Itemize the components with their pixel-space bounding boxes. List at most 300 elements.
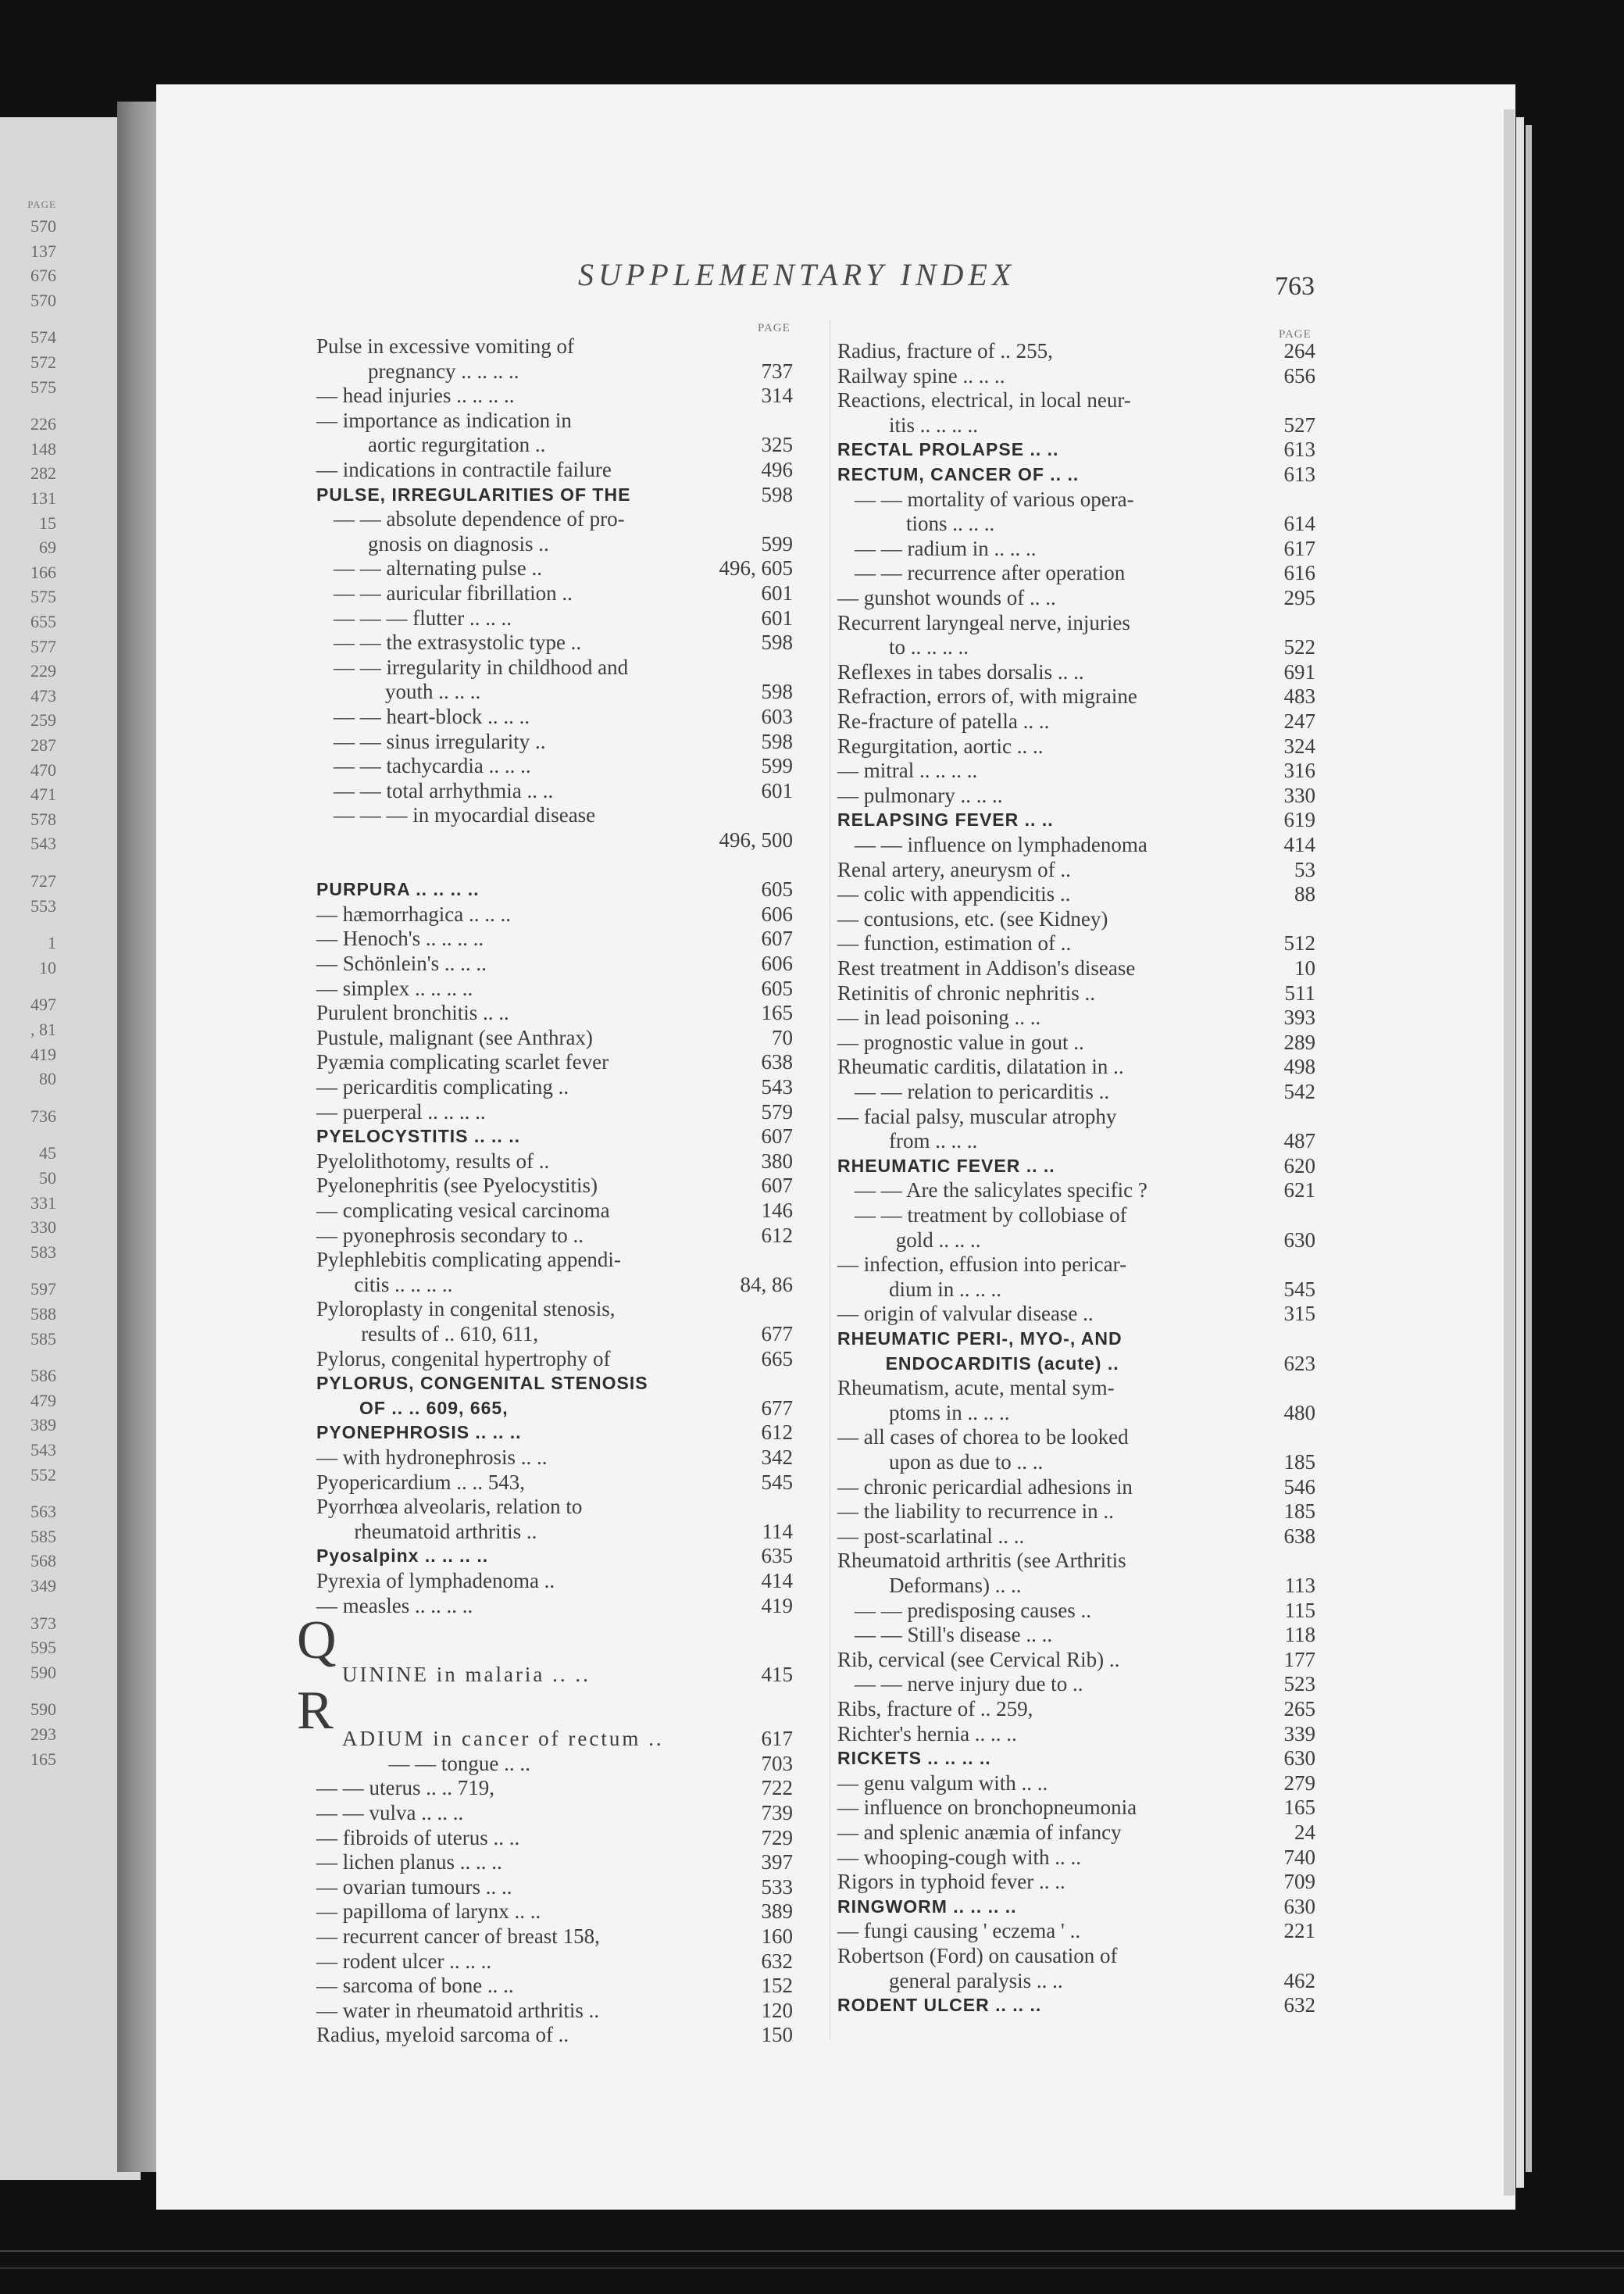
entry-page-ref: 498: [1283, 1055, 1315, 1079]
previous-page-numbers: [0, 198, 56, 1769]
entry-text: PYONEPHROSIS .. .. ..: [316, 1422, 522, 1443]
entry-text: — — uterus .. .. 719,: [316, 1776, 494, 1800]
entry-text: — pericarditis complicating ..: [316, 1075, 569, 1099]
entry-page-ref: 342: [761, 1445, 793, 1469]
entry-page-ref: 113: [1284, 1574, 1315, 1597]
index-entry: [837, 388, 1315, 413]
index-entry: [837, 1277, 1315, 1302]
entry-text: Pyopericardium .. .. 543,: [316, 1470, 525, 1494]
index-entry: [837, 1746, 1315, 1771]
entry-text: ptoms in .. .. ..: [889, 1400, 1010, 1424]
entry-page-ref: 729: [761, 1825, 793, 1849]
index-entry: [837, 858, 1315, 883]
entry-page-ref: 152: [761, 1974, 793, 1998]
index-entry: [316, 334, 793, 359]
entry-page-ref: 632: [761, 1949, 793, 1973]
index-entry: [837, 463, 1315, 488]
previous-page-number: 349: [30, 1576, 56, 1595]
previous-page-number: 50: [39, 1168, 56, 1188]
index-entry: [837, 1475, 1315, 1500]
entry-text: — with hydronephrosis .. ..: [316, 1445, 548, 1469]
entry-page-ref: 619: [1283, 808, 1315, 832]
previous-page-number: 10: [39, 957, 56, 977]
previous-page-number: 727: [30, 871, 56, 891]
index-entry: [837, 1376, 1315, 1401]
right-column-header: PAGE: [1279, 328, 1312, 341]
entry-text: RHEUMATIC FEVER .. ..: [837, 1155, 1055, 1176]
previous-page-number: 373: [30, 1613, 56, 1633]
entry-page-ref: 632: [1283, 1993, 1315, 2017]
index-entry: [837, 1919, 1315, 1944]
entry-page-ref: 70: [772, 1025, 793, 1049]
index-entry: [837, 1895, 1315, 1920]
entry-page-ref: 620: [1283, 1153, 1315, 1177]
entry-text: — — — in myocardial disease: [334, 803, 596, 827]
index-entry: [837, 833, 1315, 858]
entry-page-ref: 414: [1283, 833, 1315, 856]
index-entry: [837, 1697, 1315, 1722]
previous-page-header: PAGE: [27, 198, 56, 210]
entry-text: RECTUM, CANCER OF .. ..: [837, 464, 1080, 484]
entry-text: Pyrexia of lymphadenoma ..: [316, 1569, 555, 1592]
entry-page-ref: 598: [761, 482, 793, 506]
page-number: 763: [1275, 272, 1315, 301]
entry-page-ref: 53: [1294, 857, 1315, 881]
entry-text: — prognostic value in gout ..: [837, 1030, 1084, 1054]
index-entry: [316, 359, 793, 384]
previous-page-number: 676: [30, 266, 56, 286]
entry-text: Pustule, malignant (see Anthrax): [316, 1025, 593, 1049]
index-entry: [316, 1850, 793, 1875]
index-entry: [316, 1445, 793, 1470]
entry-text: general paralysis .. ..: [889, 1968, 1063, 1992]
index-entry: [837, 364, 1315, 389]
entry-text: itis .. .. .. ..: [889, 413, 979, 437]
index-entry: [837, 1672, 1315, 1697]
entry-page-ref: 601: [761, 606, 793, 630]
index-entry: [837, 1327, 1315, 1352]
entry-page-ref: 612: [761, 1223, 793, 1247]
entry-text: — the liability to recurrence in ..: [837, 1499, 1114, 1524]
index-entry: [316, 754, 793, 779]
previous-page-number: 568: [30, 1551, 56, 1571]
entry-page-ref: 601: [761, 778, 793, 802]
entry-text: Refraction, errors of, with migraine: [837, 684, 1137, 709]
previous-page-number: 595: [30, 1638, 56, 1658]
index-entry: [837, 1055, 1315, 1080]
entry-page-ref: 543: [761, 1075, 793, 1099]
index-entry: [837, 1722, 1315, 1747]
entry-text: — — tachycardia .. .. ..: [334, 754, 531, 778]
index-entry: [316, 779, 793, 804]
index-entry: [837, 1821, 1315, 1846]
index-entry: [316, 1544, 793, 1569]
previous-page-number: 583: [30, 1242, 56, 1262]
entry-text: — — influence on lymphadenoma: [855, 833, 1148, 856]
previous-page-number: 575: [30, 587, 56, 607]
entry-page-ref: 511: [1284, 981, 1315, 1005]
entry-page-ref: 607: [761, 1124, 793, 1149]
entry-page-ref: 316: [1283, 759, 1315, 783]
entry-page-ref: 598: [761, 729, 793, 753]
previous-page-number: 471: [30, 784, 56, 805]
entry-page-ref: 546: [1283, 1474, 1315, 1499]
index-entry: [837, 512, 1315, 537]
entry-page-ref: 677: [761, 1322, 793, 1345]
index-entry: [316, 680, 793, 705]
index-entry: [837, 1401, 1315, 1426]
index-entry: [837, 611, 1315, 636]
entry-text: — mitral .. .. .. ..: [837, 759, 978, 783]
entry-page-ref: 542: [1283, 1080, 1315, 1103]
entry-text: RODENT ULCER .. .. ..: [837, 1995, 1042, 2016]
index-entry: [316, 1199, 793, 1224]
index-entry: [837, 413, 1315, 438]
index-entry: [837, 660, 1315, 685]
index-entry: [837, 1252, 1315, 1277]
entry-text: Pylorus, congenital hypertrophy of: [316, 1346, 611, 1370]
entry-text: Rheumatoid arthritis (see Arthritis: [837, 1549, 1126, 1573]
index-entry: [837, 1648, 1315, 1673]
previous-page-number: 293: [30, 1724, 56, 1744]
entry-page-ref: 289: [1283, 1030, 1315, 1054]
index-entry: [316, 1001, 793, 1026]
index-entry: [316, 2023, 793, 2048]
index-entry: [316, 1569, 793, 1594]
entry-page-ref: 414: [761, 1569, 793, 1592]
entry-text: — — absolute dependence of pro-: [334, 507, 625, 531]
entry-text: Radius, fracture of .. 255,: [837, 339, 1053, 363]
entry-page-ref: 635: [761, 1544, 793, 1568]
index-entry: [316, 1875, 793, 1900]
index-entry: [316, 730, 793, 755]
entry-page-ref: 295: [1283, 586, 1315, 609]
entry-text: — lichen planus .. .. ..: [316, 1850, 502, 1874]
entry-page-ref: 598: [761, 680, 793, 704]
entry-text: Pylephlebitis complicating appendi-: [316, 1248, 621, 1272]
entry-text: — sarcoma of bone .. ..: [316, 1974, 514, 1998]
entry-text: Pyelonephritis (see Pyelocystitis): [316, 1174, 598, 1198]
entry-page-ref: 10: [1294, 956, 1315, 980]
index-entry: [316, 631, 793, 656]
entry-page-ref: 691: [1283, 659, 1315, 684]
entry-text: Pyorrhœa alveolaris, relation to: [316, 1495, 583, 1519]
left-column-header: PAGE: [758, 322, 791, 334]
previous-page-number: 473: [30, 685, 56, 706]
entry-text: ENDOCARDITIS (acute) ..: [885, 1352, 1119, 1374]
index-entry: [316, 1100, 793, 1125]
entry-page-ref: 339: [1283, 1721, 1315, 1746]
page-edge: [1504, 109, 1515, 2196]
entry-text: — — Still's disease .. ..: [855, 1623, 1053, 1647]
previous-page-number: 419: [30, 1044, 56, 1064]
index-entry: [316, 1149, 793, 1174]
previous-page-number: 585: [30, 1526, 56, 1546]
index-entry: [316, 409, 793, 434]
page-edge: [1526, 125, 1532, 2172]
entry-page-ref: 522: [1283, 635, 1315, 659]
index-entry: [316, 483, 793, 508]
index-entry: [837, 1499, 1315, 1524]
previous-page-number: 563: [30, 1502, 56, 1522]
previous-page-number: 131: [30, 488, 56, 508]
previous-page-number: 543: [30, 834, 56, 854]
index-entry: [316, 1420, 793, 1445]
previous-page-number: 166: [30, 562, 56, 582]
previous-page-number: 655: [30, 612, 56, 631]
index-entry: [837, 1574, 1315, 1599]
entry-text: — — nerve injury due to ..: [855, 1672, 1083, 1696]
entry-page-ref: 165: [1283, 1796, 1315, 1820]
index-entry: [837, 586, 1315, 611]
previous-page-number: 259: [30, 710, 56, 731]
previous-page-number: 137: [30, 241, 56, 261]
entry-page-ref: 315: [1283, 1302, 1315, 1326]
entry-page-ref: 739: [761, 1801, 793, 1825]
entry-text: — pulmonary .. .. ..: [837, 783, 1003, 807]
index-entry: [837, 1870, 1315, 1895]
entry-text: RELAPSING FEVER .. ..: [837, 809, 1054, 831]
entry-text: Recurrent laryngeal nerve, injuries: [837, 610, 1130, 634]
entry-page-ref: 523: [1283, 1672, 1315, 1696]
previous-page-number: 148: [30, 438, 56, 459]
index-entry: [316, 581, 793, 606]
entry-page-ref: 483: [1283, 684, 1315, 709]
index-entry: [316, 927, 793, 952]
index-entry: [316, 1050, 793, 1075]
previous-page-number: 543: [30, 1440, 56, 1460]
index-entry: [837, 537, 1315, 562]
entry-page-ref: 265: [1283, 1697, 1315, 1720]
entry-text: — ovarian tumours .. ..: [316, 1874, 512, 1899]
entry-text: PYELOCYSTITIS .. .. ..: [316, 1126, 520, 1147]
entry-page-ref: 330: [1283, 783, 1315, 807]
index-entry: [316, 1174, 793, 1199]
entry-text: — fibroids of uterus .. ..: [316, 1825, 520, 1849]
entry-page-ref: 614: [1283, 512, 1315, 536]
entry-page-ref: 533: [761, 1874, 793, 1899]
index-entry: [837, 438, 1315, 463]
entry-text: — Schönlein's .. .. ..: [316, 952, 487, 975]
index-entry: [316, 1297, 793, 1322]
entry-page-ref: 120: [761, 1998, 793, 2022]
index-entry: [837, 1623, 1315, 1648]
previous-page-number: 330: [30, 1217, 56, 1238]
entry-text: — importance as indication in: [316, 408, 572, 432]
entry-text: Ribs, fracture of .. 259,: [837, 1697, 1033, 1720]
index-entry: [316, 1949, 793, 1974]
entry-text: — — irregularity in childhood and: [334, 655, 629, 679]
entry-text: — — total arrhythmia .. ..: [334, 778, 554, 802]
entry-page-ref: 279: [1283, 1771, 1315, 1795]
entry-page-ref: 677: [761, 1395, 793, 1420]
entry-page-ref: 389: [761, 1899, 793, 1924]
entry-page-ref: 623: [1283, 1351, 1315, 1375]
scan-artifact: [0, 2267, 1624, 2269]
index-entry: [316, 1924, 793, 1949]
index-entry: [316, 803, 793, 828]
entry-page-ref: 613: [1283, 438, 1315, 462]
entry-text: rheumatoid arthritis ..: [354, 1519, 537, 1543]
entry-text: — Henoch's .. .. .. ..: [316, 927, 484, 951]
index-entry: [837, 1944, 1315, 1969]
entry-page-ref: 88: [1294, 882, 1315, 906]
previous-page-number: 69: [39, 538, 56, 558]
entry-text: — papilloma of larynx .. ..: [316, 1899, 541, 1924]
index-entry: [316, 1776, 793, 1801]
entry-page-ref: 605: [761, 976, 793, 1000]
entry-page-ref: 325: [761, 433, 793, 457]
entry-page-ref: 617: [761, 1727, 793, 1751]
previous-page-number: 15: [39, 513, 56, 533]
index-entry: [837, 1031, 1315, 1056]
previous-page-number: 590: [30, 1699, 56, 1720]
previous-page-number: , 81: [30, 1020, 56, 1039]
previous-page-number: 570: [30, 290, 56, 310]
entry-text: OF .. .. 609, 665,: [359, 1397, 509, 1418]
entry-page-ref: 185: [1283, 1450, 1315, 1474]
entry-text: — — the extrasystolic type ..: [334, 631, 582, 655]
entry-text: — function, estimation of ..: [837, 931, 1072, 956]
previous-page-number: 229: [30, 661, 56, 681]
entry-text: — fungi causing ' eczema ' ..: [837, 1919, 1081, 1943]
entry-text: Rheumatic carditis, dilatation in ..: [837, 1055, 1124, 1079]
entry-page-ref: 638: [1283, 1524, 1315, 1548]
previous-page-number: 597: [30, 1279, 56, 1299]
previous-page-number: 45: [39, 1143, 56, 1163]
entry-page-ref: 160: [761, 1924, 793, 1949]
entry-text: pregnancy .. .. .. ..: [368, 359, 519, 383]
entry-text: — — vulva .. .. ..: [316, 1801, 464, 1825]
index-entry: [837, 784, 1315, 809]
previous-page-number: 479: [30, 1390, 56, 1410]
entry-text: — — treatment by collobiase of: [855, 1203, 1127, 1227]
entry-page-ref: 709: [1283, 1870, 1315, 1894]
entry-page-ref: 185: [1283, 1499, 1315, 1524]
entry-text: — — Are the salicylates specific ?: [855, 1178, 1148, 1202]
entry-page-ref: 601: [761, 581, 793, 605]
entry-text: — gunshot wounds of .. ..: [837, 586, 1056, 609]
index-entry: [837, 1105, 1315, 1130]
previous-page-number: 570: [30, 216, 56, 236]
index-entry: [316, 1075, 793, 1100]
index-entry: [837, 882, 1315, 907]
entry-text: RICKETS .. .. .. ..: [837, 1748, 991, 1769]
entry-page-ref: 630: [1283, 1894, 1315, 1918]
entry-page-ref: 598: [761, 631, 793, 655]
entry-text: youth .. .. ..: [385, 680, 481, 704]
index-entry: [316, 1495, 793, 1520]
entry-page-ref: 656: [1283, 363, 1315, 388]
entry-page-ref: 703: [761, 1751, 793, 1775]
index-entry: [316, 705, 793, 730]
entry-page-ref: 545: [1283, 1277, 1315, 1301]
entry-text: Pulse in excessive vomiting of: [316, 334, 574, 358]
previous-page-number: 736: [30, 1106, 56, 1126]
entry-page-ref: 512: [1283, 931, 1315, 956]
entry-text: — chronic pericardial adhesions in: [837, 1474, 1133, 1499]
entry-text: Pyloroplasty in congenital stenosis,: [316, 1297, 616, 1321]
entry-page-ref: 264: [1283, 339, 1315, 363]
entry-text: Pyosalpinx .. .. .. ..: [316, 1545, 489, 1567]
index-entry: [316, 1273, 793, 1298]
entry-text: — rodent ulcer .. .. ..: [316, 1949, 492, 1973]
entry-text: Rest treatment in Addison's disease: [837, 956, 1136, 980]
entry-page-ref: 621: [1283, 1178, 1315, 1202]
index-entry: [837, 1549, 1315, 1574]
entry-page-ref: 613: [1283, 463, 1315, 486]
previous-page-number: 578: [30, 809, 56, 829]
entry-page-ref: 616: [1283, 561, 1315, 585]
entry-page-ref: 397: [761, 1850, 793, 1874]
index-entry: [316, 532, 793, 557]
entry-text: — indications in contractile failure: [316, 458, 612, 481]
index-entry: [316, 384, 793, 409]
previous-page-number: 80: [39, 1069, 56, 1089]
entry-text: tions .. .. ..: [906, 512, 995, 536]
scan-artifact: [0, 2250, 1624, 2252]
drop-cap-r: R: [297, 1681, 334, 1741]
entry-text: — all cases of chorea to be looked: [837, 1425, 1129, 1449]
entry-page-ref: 496, 605: [719, 556, 793, 581]
previous-page-number: 282: [30, 463, 56, 484]
entry-text: — — alternating pulse ..: [334, 556, 542, 581]
entry-text: Retinitis of chronic nephritis ..: [837, 981, 1095, 1005]
entry-page-ref: 722: [761, 1776, 793, 1800]
entry-text: aortic regurgitation ..: [368, 433, 546, 457]
entry-page-ref: 599: [761, 754, 793, 778]
entry-text: — — mortality of various opera-: [855, 487, 1134, 511]
index-entry: [837, 1129, 1315, 1154]
index-entry: [837, 1154, 1315, 1179]
index-entry: [316, 606, 793, 631]
entry-text: — — radium in .. .. ..: [855, 536, 1037, 560]
entry-text: Robertson (Ford) on causation of: [837, 1944, 1118, 1967]
entry-page-ref: 165: [761, 1001, 793, 1025]
index-entry: [837, 1302, 1315, 1327]
entry-text: — whooping-cough with .. ..: [837, 1845, 1081, 1869]
index-entry: [316, 507, 793, 532]
entry-page-ref: 665: [761, 1346, 793, 1370]
index-entry: [316, 1347, 793, 1372]
index-entry: [316, 1248, 793, 1273]
entry-text: — — sinus irregularity ..: [334, 729, 546, 753]
entry-text: — head injuries .. .. .. ..: [316, 384, 515, 408]
entry-page-ref: 415: [761, 1663, 793, 1687]
entry-text: — infection, effusion into pericar-: [837, 1252, 1127, 1277]
entry-text: RINGWORM .. .. .. ..: [837, 1896, 1017, 1917]
previous-page-number: 586: [30, 1366, 56, 1386]
entry-page-ref: 579: [761, 1099, 793, 1124]
entry-text: UININE in malaria .. ..: [342, 1663, 591, 1687]
entry-text: — genu valgum with .. ..: [837, 1771, 1048, 1795]
index-entry: [316, 977, 793, 1002]
entry-text: — origin of valvular disease ..: [837, 1302, 1094, 1326]
entry-page-ref: 314: [761, 384, 793, 408]
index-entry: [837, 1846, 1315, 1871]
index-entry: [316, 1026, 793, 1051]
entry-page-ref: 599: [761, 531, 793, 556]
entry-page-ref: 527: [1283, 413, 1315, 437]
entry-text: — — recurrence after operation: [855, 561, 1126, 585]
entry-text: Radius, myeloid sarcoma of ..: [316, 2023, 569, 2047]
entry-text: Renal artery, aneurysm of ..: [837, 857, 1071, 881]
index-entry: [316, 828, 793, 853]
index-entry: [837, 561, 1315, 586]
index-entry: [837, 931, 1315, 956]
entry-page-ref: 115: [1284, 1598, 1315, 1622]
entry-text: — influence on bronchopneumonia: [837, 1796, 1137, 1820]
